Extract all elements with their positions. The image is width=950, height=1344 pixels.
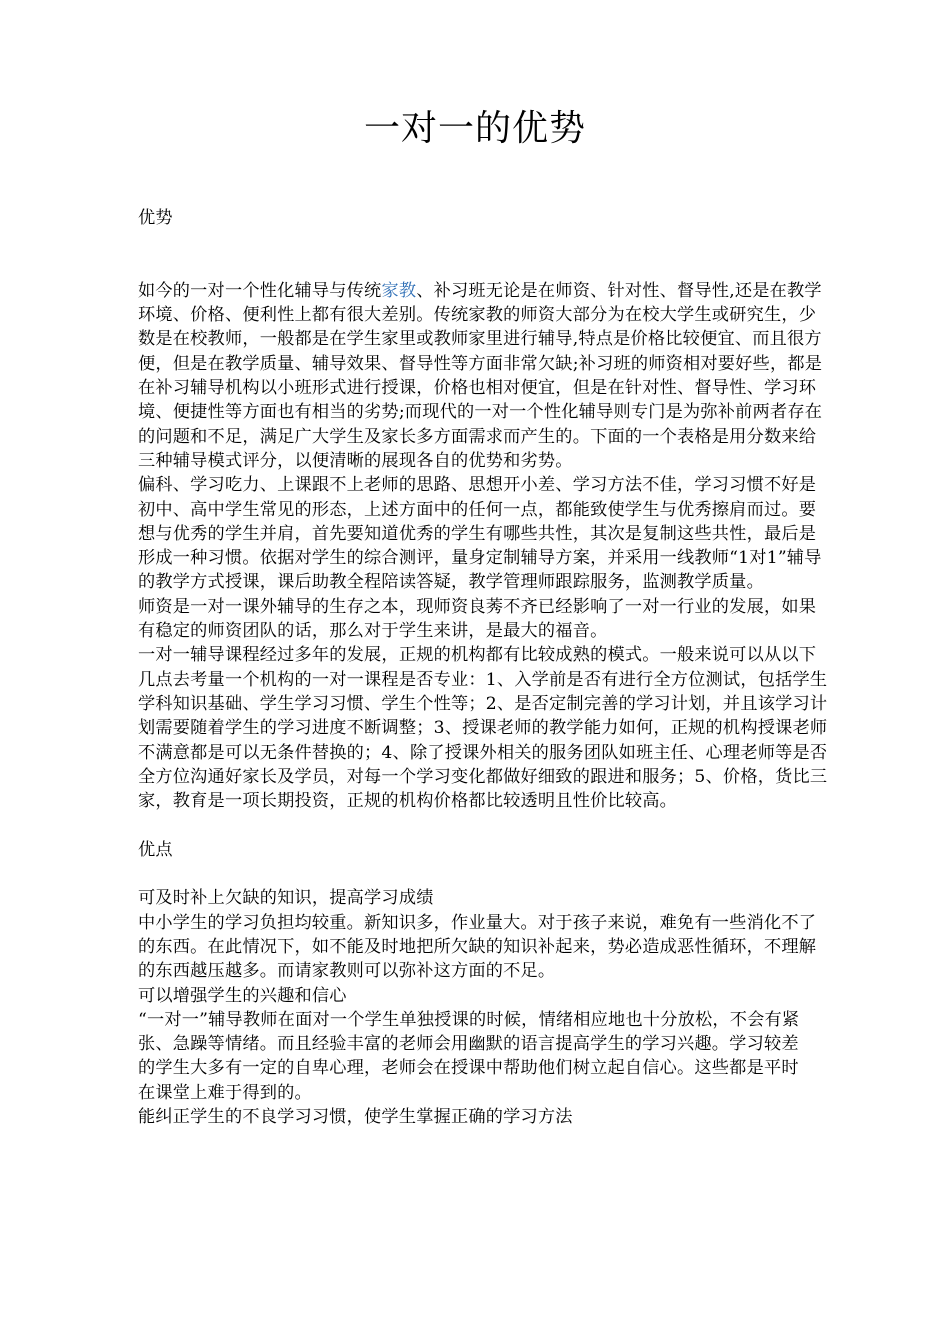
merit-title-2: 可以增强学生的兴趣和信心 bbox=[138, 985, 347, 1006]
jiajiao-link[interactable]: 家教 bbox=[381, 280, 417, 301]
paragraph-common-problems: 偏科、学习吃力、上课跟不上老师的思路、思想开小差、学习方法不佳，学习习惯不好是初中、高中学生常见的形态，上述方面中的任何一点，都能致使学生与优秀擦肩而过。要想与优秀的学生并肩，首先要知道优秀的学生有哪些共性，其次是复制这些共性，最后是形成一种习惯。依据对学生的综合测评，量身定制辅导方案，并采用一线教师“1对1”辅导的教学方式授课，课后助教全程陪读答疑，教学管理师跟踪服务，监测教学质量。 bbox=[138, 475, 822, 593]
merit-body-2: “一对一”辅导教师在面对一个学生单独授课的时候，情绪相应地也十分放松，不会有紧张、急躁等情绪。而且经验丰富的老师会用幽默的语言提高学生的学习兴趣。学习较差的学生大多有一定的自卑心理，老师会在授课中帮助他们树立起自信心。这些都是平时在课堂上难于得到的。 bbox=[138, 1009, 800, 1103]
spacer bbox=[138, 813, 828, 837]
paragraph-intro-text-b: 、补习班无论是在师资、针对性、督导性,还是在教学环境、价格、便利性上都有很大差别。传统家教的师资大部分为在校大学生或研究生，少数是在校教师，一般都是在学生家里或教师家里进行辅导,特点是价格比较便宜、而且很方便，但是在教学质量、辅导效果、督导性等方面非常欠缺;补习班的师资相对要好些，都是在补习辅导机构以小班形式进行授课，价格也相对便宜，但是在针对性、督导性、学习环境、便捷性等方面也有相当的劣势;而现代的一对一个性化辅导则专门是为弥补前两者存在的问题和不足，满足广大学生及家长多方面需求而产生的。下面的一个表格是用分数来给三种辅导模式评分，以便清晰的展现各自的优势和劣势。 bbox=[138, 280, 823, 471]
section-heading-merits: 优点 bbox=[138, 839, 173, 860]
section-heading-advantage: 优势 bbox=[138, 208, 173, 228]
page-title: 一对一的优势 bbox=[363, 108, 586, 149]
spacer bbox=[138, 255, 828, 279]
paragraph-teachers: 师资是一对一课外辅导的生存之本，现师资良莠不齐已经影响了一对一行业的发展，如果有稳定的师资团队的话，那么对于学生来讲，是最大的福音。 bbox=[138, 596, 817, 642]
spacer bbox=[138, 862, 828, 886]
spacer bbox=[138, 230, 828, 254]
paragraph-intro bbox=[138, 279, 828, 473]
merit-body-1: 中小学生的学习负担均较重。新知识多，作业量大。对于孩子来说，难免有一些消化不了的东西。在此情况下，如不能及时地把所欠缺的知识补起来，势必造成恶性循环，不理解的东西越压越多。而请家教则可以弥补这方面的不足。 bbox=[138, 912, 817, 982]
merit-title-1: 可及时补上欠缺的知识，提高学习成绩 bbox=[138, 888, 434, 909]
document-body bbox=[138, 206, 828, 1129]
merit-title-3: 能纠正学生的不良学习习惯，使学生掌握正确的学习方法 bbox=[138, 1106, 573, 1127]
paragraph-evaluation: 一对一辅导课程经过多年的发展，正规的机构都有比较成熟的模式。一般来说可以从以下几点去考量一个机构的一对一课程是否专业：1、入学前是否有进行全方位测试，包括学生学科知识基础、学生学习习惯、学生个性等；2、是否定制完善的学习计划，并且该学习计划需要随着学生的学习进度不断调整；3、授课老师的教学能力如何，正规的机构授课老师不满意都是可以无条件替换的；4、除了授课外相关的服务团队如班主任、心理老师等是否全方位沟通好家长及学员，对每一个学习变化都做好细致的跟进和服务；5、价格，货比三家，教育是一项长期投资，正规的机构价格都比较透明且性价比较高。 bbox=[138, 645, 828, 812]
paragraph-intro-text-a: 如今的一对一个性化辅导与传统 bbox=[138, 280, 382, 301]
